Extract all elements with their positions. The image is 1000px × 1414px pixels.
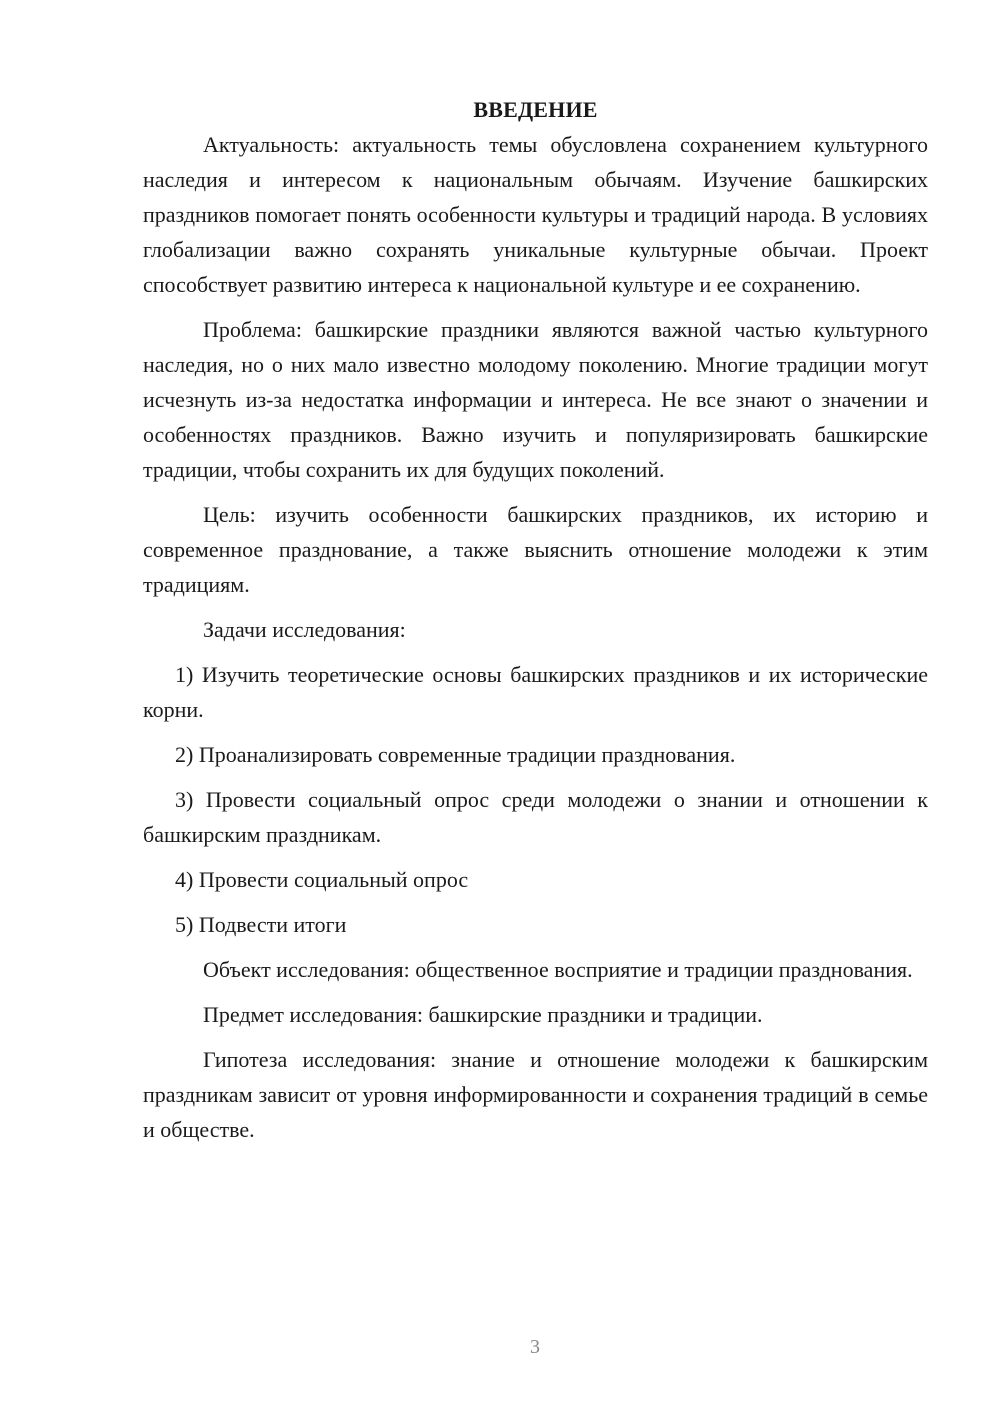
- task-item-1: 1) Изучить теоретические основы башкирских праздников и их исторические корни.: [143, 662, 928, 722]
- subject-paragraph: Предмет исследования: башкирские праздники и традиции.: [203, 1002, 763, 1027]
- relevance-paragraph: Актуальность: актуальность темы обусловлена сохранением культурного наследия и интересом к национальным обычаям. Изучение башкирских праздников помогает понять особенности культуры и традиций народа. В условиях глобализации важно сохранять уникальные культурные обычаи. Проект способствует развитию интереса к национальной культуре и ее сохранению.: [143, 132, 928, 297]
- tasks-heading: Задачи исследования:: [203, 617, 406, 642]
- task-item-5: 5) Подвести итоги: [175, 912, 347, 937]
- section-title: ВВЕДЕНИЕ: [473, 97, 598, 122]
- task-item-4: 4) Провести социальный опрос: [175, 867, 469, 892]
- goal-paragraph: Цель: изучить особенности башкирских праздников, их историю и современное празднование, а также выяснить отношение молодежи к этим традициям.: [143, 502, 928, 597]
- task-item-2: 2) Проанализировать современные традиции празднования.: [175, 742, 736, 767]
- page-number: 3: [530, 1336, 540, 1358]
- hypothesis-paragraph: Гипотеза исследования: знание и отношение молодежи к башкирским праздникам зависит от уровня информированности и сохранения традиций в семье и обществе.: [143, 1047, 928, 1142]
- page-content: [143, 92, 928, 1157]
- object-paragraph: Объект исследования: общественное восприятие и традиции празднования.: [203, 957, 913, 982]
- problem-paragraph: Проблема: башкирские праздники являются важной частью культурного наследия, но о них мало известно молодому поколению. Многие традиции могут исчезнуть из-за недостатка информации и интереса. Не все знают о значении и особенностях праздников. Важно изучить и популяризировать башкирские традиции, чтобы сохранить их для будущих поколений.: [143, 317, 928, 482]
- task-item-3: 3) Провести социальный опрос среди молодежи о знании и отношении к башкирским праздникам.: [143, 787, 928, 847]
